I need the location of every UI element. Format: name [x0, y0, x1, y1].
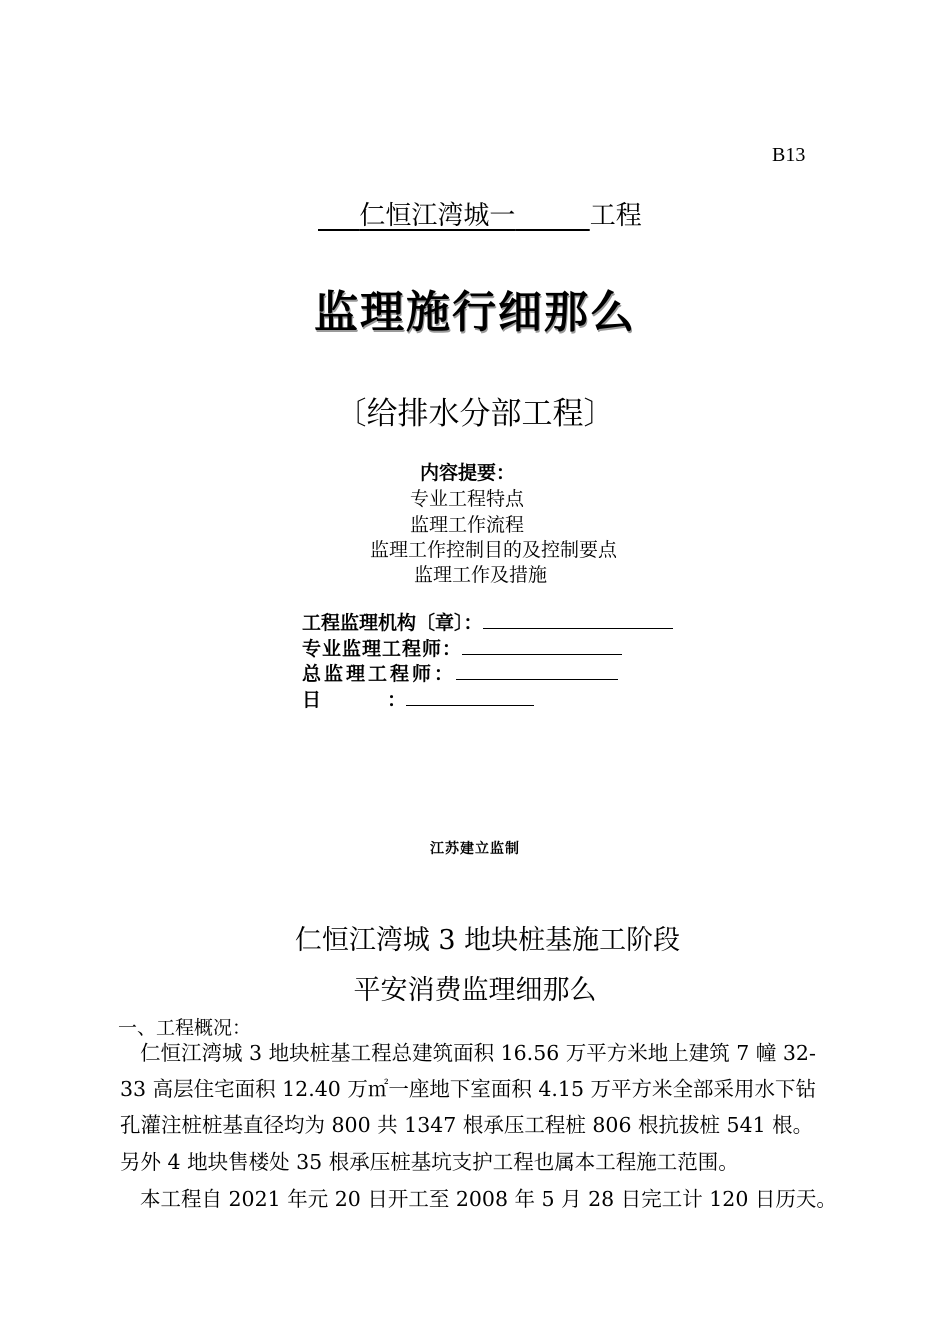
body-text-line: 另外 4 地块售楼处 35 根承压桩基坑支护工程也属本工程施工范围。	[120, 1150, 739, 1174]
summary-item: 监理工作及措施	[414, 564, 548, 586]
signature-supervision-agency	[302, 608, 673, 635]
body-text-line: 仁恒江湾城 3 地块桩基工程总建筑面积 16.56 万平方米地上建筑 7 幢 32-	[140, 1041, 816, 1065]
signature-blank-line	[406, 689, 534, 706]
body-text-line: 33 高层住宅面积 12.40 万㎡一座地下室面积 4.15 万平方米全部采用水下钻	[120, 1077, 816, 1101]
project-name-underlined	[318, 201, 590, 231]
form-code: B13	[772, 144, 806, 166]
signature-label: 工程监理机构〔章〕：	[302, 612, 483, 634]
signature-date	[302, 685, 534, 712]
issuer-label: 江苏建立监制	[430, 841, 520, 857]
signature-specialist-engineer	[302, 634, 622, 661]
signature-label: 专业监理工程师：	[302, 638, 463, 660]
signature-blank-line	[456, 663, 618, 680]
signature-blank-line	[462, 638, 622, 655]
document-title: 监理施行细那么	[314, 287, 636, 338]
summary-item: 监理工作流程	[410, 514, 525, 536]
section-heading: 一、工程概况：	[118, 1017, 252, 1039]
signature-label: 日 ：	[302, 689, 407, 711]
document-subtitle: 〔给排水分部工程〕	[335, 396, 615, 432]
section-title-line2: 平安消费监理细那么	[353, 975, 597, 1006]
project-name-line	[318, 195, 642, 232]
body-text-line: 本工程自 2021 年元 20 日开工至 2008 年 5 月 28 日完工计 120 日历天。	[140, 1187, 837, 1211]
summary-heading: 内容提要：	[420, 462, 516, 484]
summary-item: 监理工作控制目的及控制要点	[370, 539, 618, 561]
signature-chief-engineer	[302, 659, 618, 686]
signature-blank-line	[483, 612, 673, 629]
project-suffix: 工程	[589, 201, 642, 231]
summary-item: 专业工程特点	[410, 488, 525, 510]
project-name: 仁恒江湾城一	[359, 201, 516, 231]
signature-label: 总监理工程师：	[302, 663, 457, 685]
body-text-line: 孔灌注桩桩基直径均为 800 共 1347 根承压工程桩 806 根抗拔桩 541 根。	[120, 1113, 814, 1137]
section-title-line1: 仁恒江湾城 3 地块桩基施工阶段	[294, 925, 681, 956]
